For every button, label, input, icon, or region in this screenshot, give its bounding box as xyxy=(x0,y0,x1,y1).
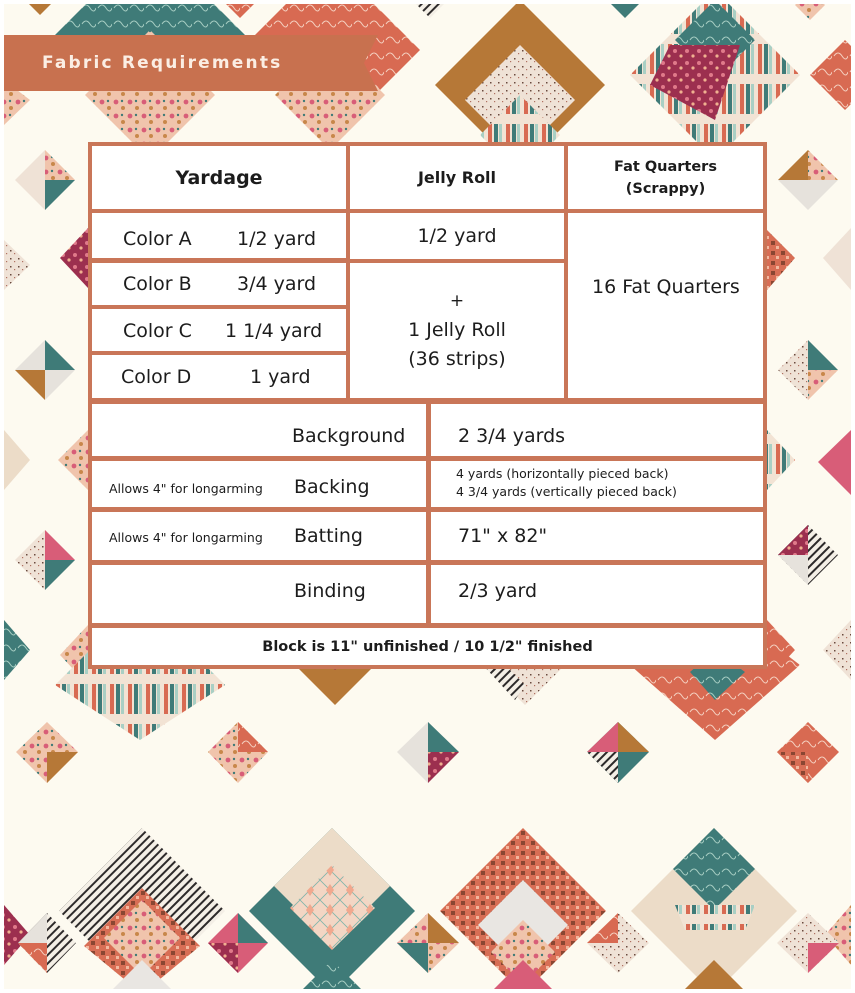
color-amount: 1/2 yard xyxy=(237,228,317,250)
block-size-note: Block is 11" unfinished / 10 1/2" finished xyxy=(92,628,763,665)
header-fat-quarters-line1: Fat Quarters xyxy=(614,158,717,175)
finishing-note: Allows 4" for longarming xyxy=(109,530,263,545)
finishing-value-backing xyxy=(431,461,763,507)
finishing-label: Batting xyxy=(294,525,363,547)
finishing-row-background xyxy=(92,404,426,456)
fat-quarters-value: 16 Fat Quarters xyxy=(592,276,740,298)
finishing-value: 2 3/4 yards xyxy=(458,425,566,447)
color-label: Color A xyxy=(123,228,192,250)
finishing-value-batting xyxy=(431,512,763,560)
header-yardage: Yardage xyxy=(92,146,346,209)
fat-quarters-cell xyxy=(568,213,763,398)
finishing-row-binding xyxy=(92,565,426,623)
title-banner xyxy=(4,35,378,91)
header-fat-quarters xyxy=(568,146,763,209)
finishing-label: Binding xyxy=(294,580,366,602)
finishing-row-batting xyxy=(92,512,426,560)
page-title: Fabric Requirements xyxy=(42,53,283,73)
finishing-value-binding xyxy=(431,565,763,623)
fabric-requirements-table xyxy=(88,142,767,669)
jelly-roll-strips: (36 strips) xyxy=(408,348,506,370)
color-amount: 1 1/4 yard xyxy=(225,320,323,342)
finishing-value-line2: 4 3/4 yards (vertically pieced back) xyxy=(456,484,677,499)
finishing-value-background xyxy=(431,404,763,456)
header-jelly-roll: Jelly Roll xyxy=(350,146,564,209)
header-fat-quarters-line2: (Scrappy) xyxy=(625,180,706,197)
color-row-d xyxy=(92,355,346,398)
jelly-roll-count: 1 Jelly Roll xyxy=(408,319,506,341)
color-label: Color D xyxy=(121,366,192,388)
color-label: Color B xyxy=(123,273,192,295)
color-amount: 3/4 yard xyxy=(237,273,317,295)
color-amount: 1 yard xyxy=(250,366,311,388)
finishing-row-backing xyxy=(92,461,426,507)
plus-sign: + xyxy=(449,291,465,311)
finishing-value: 2/3 yard xyxy=(458,580,538,602)
color-row-b xyxy=(92,263,346,305)
finishing-value: 71" x 82" xyxy=(458,525,548,547)
jelly-roll-cell xyxy=(350,263,564,398)
jelly-roll-yardage: 1/2 yard xyxy=(350,213,564,259)
finishing-note: Allows 4" for longarming xyxy=(109,481,263,496)
finishing-label: Background xyxy=(292,425,406,447)
color-row-a xyxy=(92,213,346,258)
color-label: Color C xyxy=(123,320,192,342)
finishing-label: Backing xyxy=(294,476,370,498)
color-row-c xyxy=(92,309,346,351)
finishing-value-line1: 4 yards (horizontally pieced back) xyxy=(456,466,669,481)
